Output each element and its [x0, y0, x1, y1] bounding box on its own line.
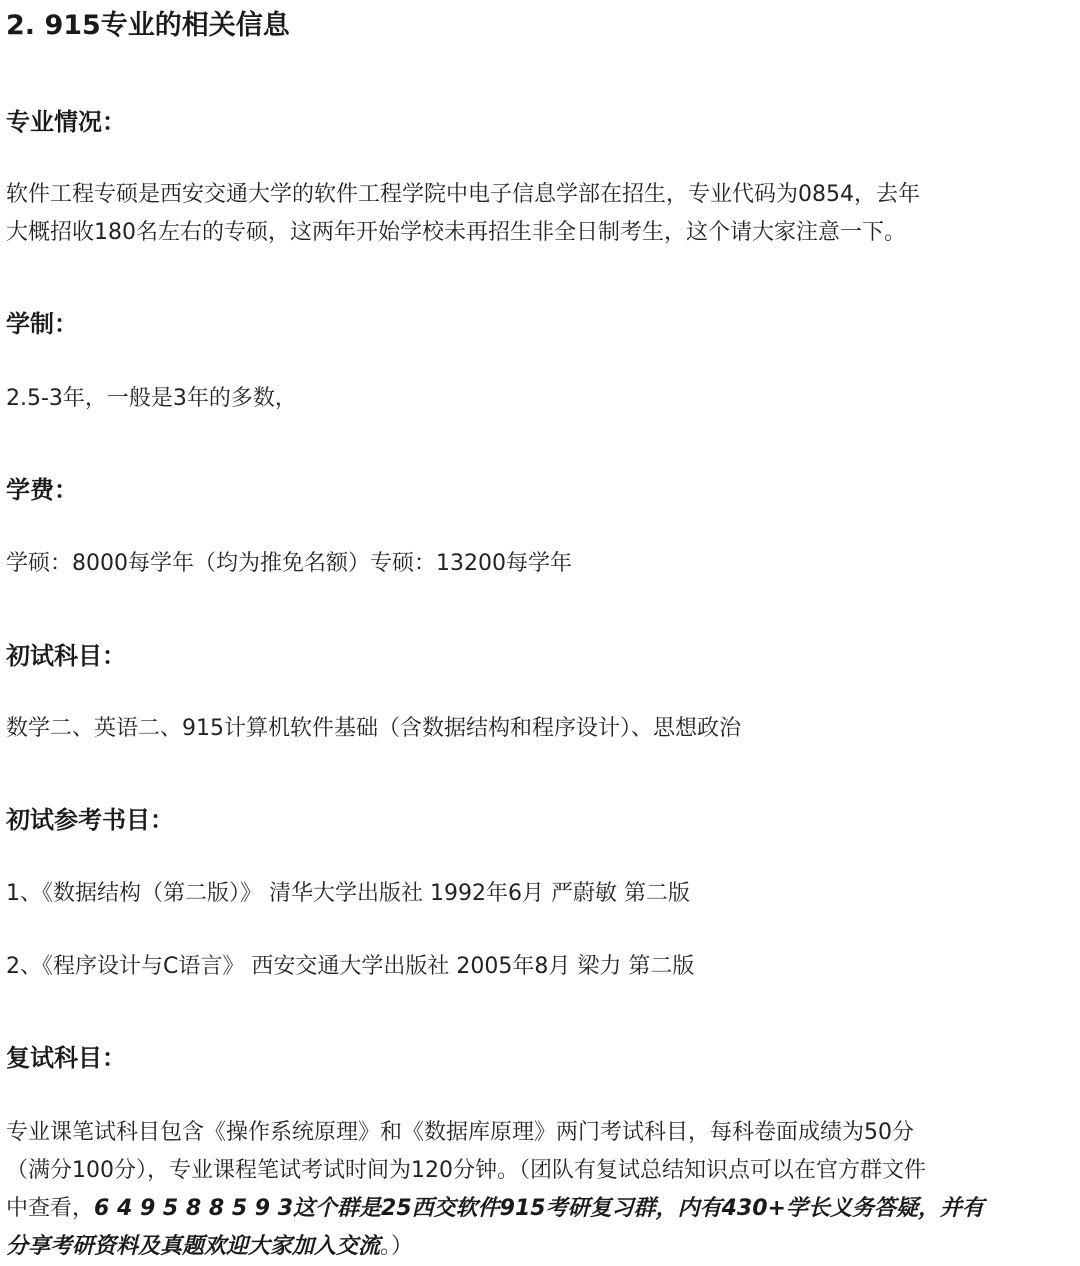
section-heading-duration: 学制：	[6, 310, 78, 338]
retest-line-3	[6, 1190, 1072, 1228]
section-text-duration: 2.5-3年，一般是3年的多数，	[6, 386, 297, 411]
retest-line-3-plain: 中查看，	[6, 1196, 95, 1221]
major-line-1: 软件工程专硕是西安交通大学的软件工程学院中电子信息学部在招生，专业代码为0854，去年	[6, 182, 920, 207]
retest-line-3-emphasis: 6 4 9 5 8 8 5 9 3这个群是25西交软件915考研复习群，内有430+学长义务答疑，并有	[94, 1196, 984, 1221]
section-text-retest-subjects	[6, 1114, 1072, 1266]
major-line-2: 大概招收180名左右的专硕，这两年开始学校未再招生非全日制考生，这个请大家注意一下。	[6, 220, 906, 245]
section-heading-prelim-subjects: 初试科目：	[6, 642, 126, 670]
book-item-2: 2、《程序设计与C语言》 西安交通大学出版社 2005年8月 梁力 第二版	[6, 954, 695, 979]
section-heading-tuition: 学费：	[6, 476, 78, 504]
retest-line-4	[6, 1228, 1072, 1266]
retest-line-4-end: 。）	[380, 1234, 414, 1259]
section-heading-major: 专业情况：	[6, 108, 126, 136]
section-heading-prelim-books: 初试参考书目：	[6, 806, 174, 834]
section-text-major	[6, 176, 1072, 252]
section-text-prelim-subjects: 数学二、英语二、915计算机软件基础（含数据结构和程序设计）、思想政治	[6, 716, 741, 741]
section-text-tuition: 学硕：8000每学年（均为推免名额）专硕：13200每学年	[6, 551, 572, 576]
page-title: 2. 915专业的相关信息	[6, 10, 290, 41]
book-item-1: 1、《数据结构（第二版）》 清华大学出版社 1992年6月 严蔚敏 第二版	[6, 881, 690, 906]
retest-line-1: 专业课笔试科目包含《操作系统原理》和《数据库原理》两门考试科目，每科卷面成绩为50分	[6, 1120, 914, 1145]
section-heading-retest-subjects: 复试科目：	[6, 1044, 126, 1072]
retest-line-2: （满分100分），专业课程笔试考试时间为120分钟。（团队有复试总结知识点可以在官方群文件	[6, 1158, 926, 1183]
retest-line-4-emphasis: 分享考研资料及真题欢迎大家加入交流	[6, 1234, 381, 1259]
